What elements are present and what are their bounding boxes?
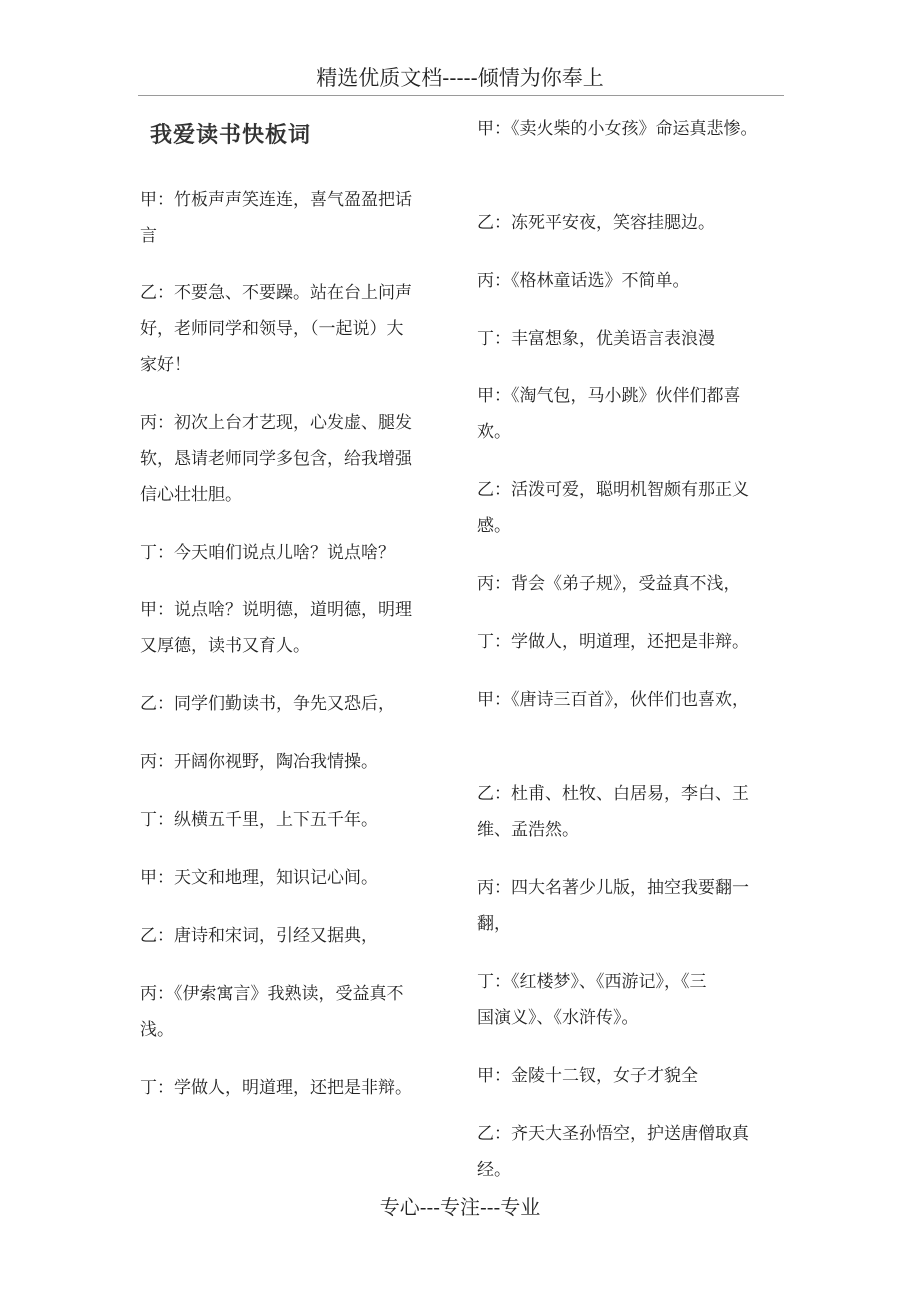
verse-line: 丙：四大名著少儿版，抽空我要翻一 xyxy=(477,878,749,898)
verse-line: 维、孟浩然。 xyxy=(477,820,579,840)
verse-line: 甲：说点啥？说明德，道明德，明理 xyxy=(140,600,412,620)
verse-line: 好，老师同学和领导，（一起说）大 xyxy=(140,319,404,339)
verse-line: 信心壮壮胆。 xyxy=(140,485,242,505)
verse-line: 甲：竹板声声笑连连，喜气盈盈把话 xyxy=(140,190,412,210)
verse-line: 甲：天文和地理，知识记心间。 xyxy=(140,868,378,888)
verse-line: 丁：丰富想象，优美语言表浪漫 xyxy=(477,329,715,349)
verse-line: 丙：《格林童话选》不简单。 xyxy=(477,271,690,291)
verse-line: 经。 xyxy=(477,1160,511,1180)
verse-line: 欢。 xyxy=(477,422,511,442)
verse-line: 甲：《淘气包，马小跳》伙伴们都喜 xyxy=(477,386,741,406)
verse-line: 乙：活泼可爱，聪明机智颇有那正义 xyxy=(477,480,749,500)
verse-line: 国演义》、《水浒传》。 xyxy=(477,1008,639,1028)
header-divider xyxy=(138,95,784,96)
verse-line: 丁：纵横五千里，上下五千年。 xyxy=(140,810,378,830)
verse-line: 丁：学做人，明道理，还把是非辩。 xyxy=(140,1078,412,1098)
verse-line: 软，恳请老师同学多包含，给我增强 xyxy=(140,449,412,469)
page-header: 精选优质文档-----倾情为你奉上 xyxy=(316,66,604,90)
verse-line: 甲：《唐诗三百首》，伙伴们也喜欢， xyxy=(477,690,749,710)
verse-line: 乙：杜甫、杜牧、白居易，李白、王 xyxy=(477,784,749,804)
verse-line: 乙：不要急、不要躁。站在台上问声 xyxy=(140,283,412,303)
verse-line: 又厚德，读书又育人。 xyxy=(140,636,310,656)
verse-line: 丁：学做人，明道理，还把是非辩。 xyxy=(477,632,749,652)
verse-line: 言 xyxy=(140,226,157,246)
verse-line: 丙：《伊索寓言》我熟读，受益真不 xyxy=(140,984,404,1004)
verse-line: 浅。 xyxy=(140,1020,174,1040)
verse-line: 乙：齐天大圣孙悟空，护送唐僧取真 xyxy=(477,1124,749,1144)
verse-line: 丁：《红楼梦》、《西游记》，《三 xyxy=(477,972,707,992)
verse-line: 乙：同学们勤读书，争先又恐后， xyxy=(140,694,395,714)
verse-line: 甲：《卖火柴的小女孩》命运真悲惨。 xyxy=(477,119,758,139)
verse-line: 乙：冻死平安夜，笑容挂腮边。 xyxy=(477,213,715,233)
document-title: 我爱读书快板词 xyxy=(150,122,312,148)
verse-line: 丙：初次上台才艺现，心发虚、腿发 xyxy=(140,413,412,433)
verse-line: 家好！ xyxy=(140,355,191,375)
verse-line: 丙：开阔你视野，陶冶我情操。 xyxy=(140,752,378,772)
verse-line: 翻， xyxy=(477,914,511,934)
verse-line: 甲：金陵十二钗，女子才貌全 xyxy=(477,1066,698,1086)
verse-line: 丙：背会《弟子规》，受益真不浅， xyxy=(477,574,741,594)
verse-line: 丁：今天咱们说点儿啥？说点啥？ xyxy=(140,543,395,563)
verse-line: 乙：唐诗和宋词，引经又据典， xyxy=(140,926,378,946)
verse-line: 感。 xyxy=(477,516,511,536)
page-footer: 专心---专注---专业 xyxy=(379,1195,541,1219)
